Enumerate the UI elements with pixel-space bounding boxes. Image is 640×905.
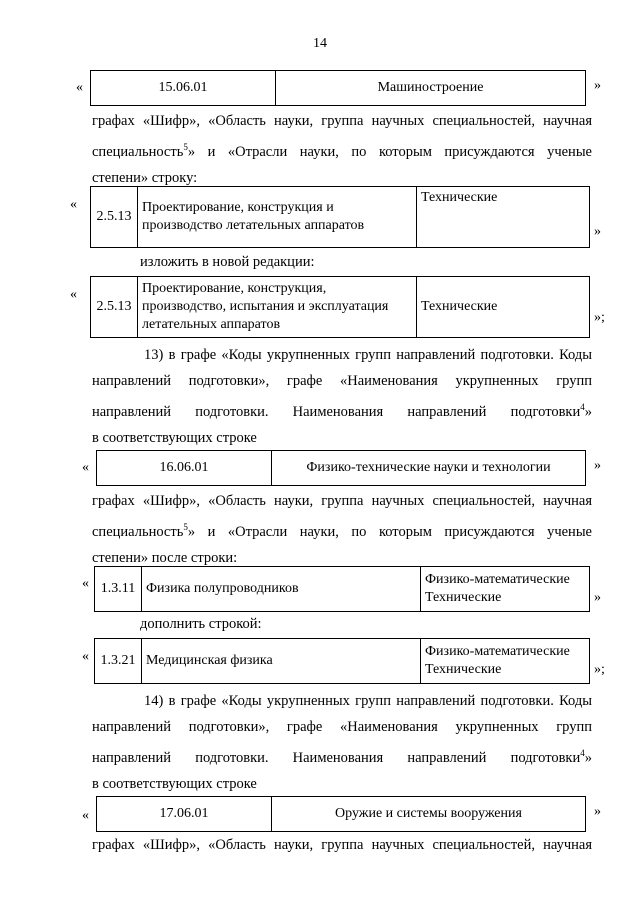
direction-row-15-06-01: [90, 70, 586, 106]
text-line: степени» строку:: [92, 169, 198, 186]
science-branch: Физико-математические Технические: [421, 639, 590, 684]
specialty-table-old: [90, 186, 590, 248]
direction-code: 17.06.01: [97, 797, 272, 832]
page-number: 14: [313, 36, 327, 51]
paragraph-columns-3: [92, 832, 592, 858]
direction-row-17-06-01: [96, 796, 586, 832]
specialty-name: Физика полупроводников: [142, 567, 421, 612]
text-line: специальность$^5$» и «Отрасли науки, по которым присуждаются ученые: [92, 142, 592, 160]
text-line: специальность$^5$» и «Отрасли науки, по которым присуждаются ученые: [92, 522, 592, 540]
close-quote: »: [594, 78, 601, 93]
open-quote: «: [76, 80, 83, 95]
science-branch: Технические: [417, 277, 590, 338]
open-quote: «: [82, 576, 89, 591]
specialty-code: 2.5.13: [91, 277, 138, 338]
paragraph-item-14: [92, 688, 592, 797]
close-quote: »: [594, 590, 601, 605]
specialty-code: 2.5.13: [91, 187, 138, 248]
direction-row-16-06-01: [96, 450, 586, 486]
specialty-name: Проектирование, конструкция, производство, испытания и эксплуатация летательных аппаратов: [138, 277, 417, 338]
text-line: направлений подготовки. Наименования направлений подготовки$^4$»: [92, 748, 592, 766]
text-line: направлений подготовки. Наименования направлений подготовки$^4$»: [92, 402, 592, 420]
direction-name: Машиностроение: [276, 71, 586, 106]
direction-code: 15.06.01: [91, 71, 276, 106]
open-quote: «: [82, 460, 89, 475]
text-line: графах «Шифр», «Область науки, группа научных специальностей, научная: [92, 493, 592, 509]
specialty-name: Проектирование, конструкция и производство летательных аппаратов: [138, 187, 417, 248]
specialty-code: 1.3.11: [95, 567, 142, 612]
specialty-table-1-3-11: [94, 566, 590, 612]
open-quote: «: [70, 287, 77, 302]
text-line: графах «Шифр», «Область науки, группа научных специальностей, научная: [92, 837, 592, 853]
close-quote: »: [594, 224, 601, 239]
direction-name: Оружие и системы вооружения: [272, 797, 586, 832]
direction-code: 16.06.01: [97, 451, 272, 486]
text-line: степени» после строки:: [92, 549, 238, 566]
specialty-name: Медицинская физика: [142, 639, 421, 684]
edit-label: изложить в новой редакции:: [140, 254, 315, 270]
text-line: 13) в графе «Коды укрупненных групп направлений подготовки. Коды: [144, 347, 592, 363]
close-quote-semicolon: »;: [594, 310, 605, 325]
text-line: направлений подготовки», графе «Наименования укрупненных групп: [92, 373, 592, 389]
specialty-table-new: [90, 276, 590, 338]
science-branch: Физико-математические Технические: [421, 567, 590, 612]
paragraph-columns-2: [92, 488, 592, 571]
paragraph-columns-1: [92, 108, 592, 191]
specialty-code: 1.3.21: [95, 639, 142, 684]
paragraph-item-13: [92, 342, 592, 451]
direction-name: Физико-технические науки и технологии: [272, 451, 586, 486]
open-quote: «: [82, 808, 89, 823]
text-line: 14) в графе «Коды укрупненных групп направлений подготовки. Коды: [144, 693, 592, 709]
close-quote-semicolon: »;: [594, 662, 605, 677]
specialty-table-1-3-21: [94, 638, 590, 684]
science-branch: Технические: [417, 187, 590, 248]
open-quote: «: [82, 649, 89, 664]
text-line: в соответствующих строке: [92, 775, 257, 792]
add-label: дополнить строкой:: [140, 616, 262, 632]
close-quote: »: [594, 804, 601, 819]
close-quote: »: [594, 458, 601, 473]
text-line: в соответствующих строке: [92, 429, 257, 446]
text-line: направлений подготовки», графе «Наименования укрупненных групп: [92, 719, 592, 735]
open-quote: «: [70, 197, 77, 212]
text-line: графах «Шифр», «Область науки, группа научных специальностей, научная: [92, 113, 592, 129]
